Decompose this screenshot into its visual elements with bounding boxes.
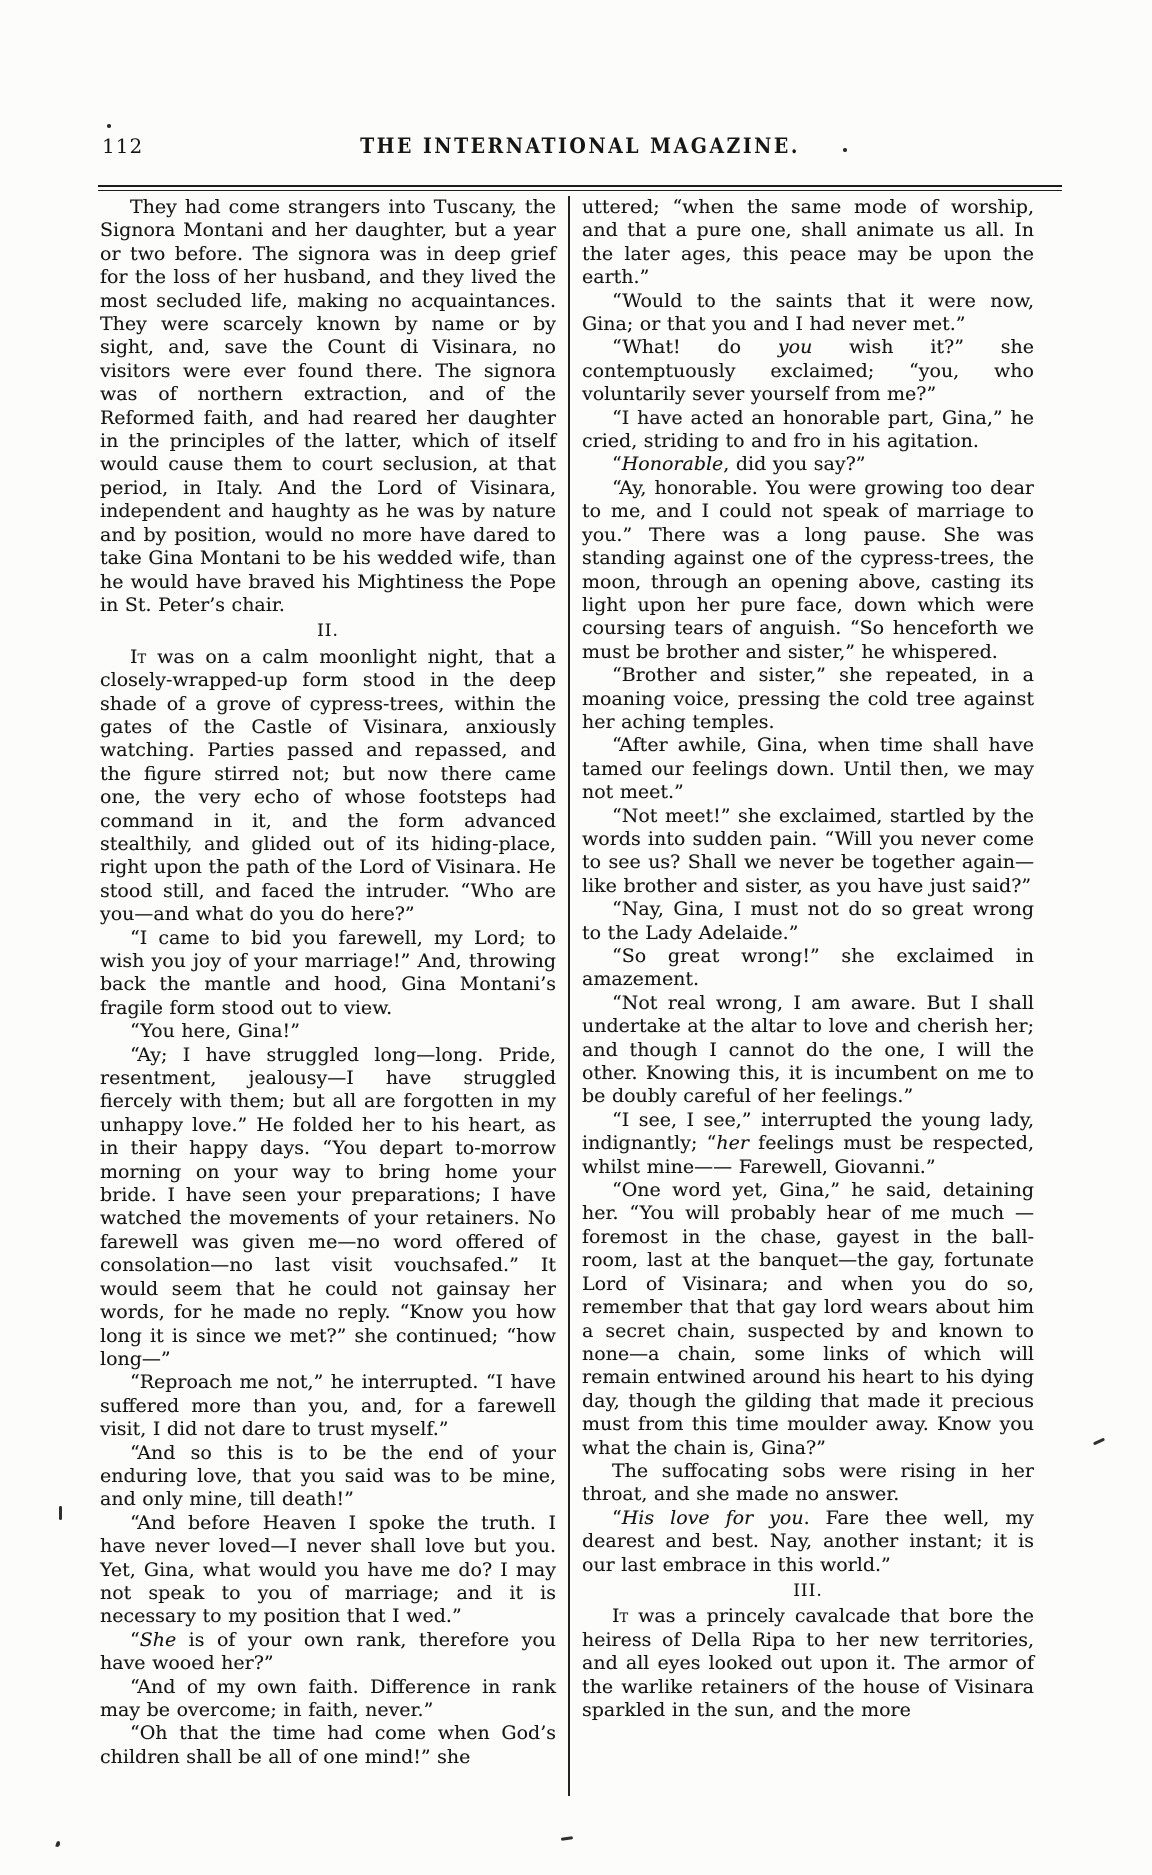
column-right bbox=[582, 196, 1034, 1810]
column-left bbox=[100, 196, 556, 1810]
paragraph: “I came to bid you farewell, my Lord; to wish you joy of your marriage!” And, throwing back the mantle and hood, Gina Montani’s fragile form stood out to view. bbox=[100, 926, 556, 1019]
page-title: THE INTERNATIONAL MAGAZINE. bbox=[360, 133, 800, 158]
paragraph: “Nay, Gina, I must not do so great wrong to the Lady Adelaide.” bbox=[582, 898, 1034, 944]
paragraph: “What! do you wish it?” she contemptuously exclaimed; “you, who voluntarily sever yourself from me?” bbox=[582, 336, 1034, 406]
paragraph: “Ay; I have struggled long—long. Pride, resentment, jealousy—I have struggled fiercely with them; but all are forgotten in my unhappy love.” He folded her to his heart, as in their happy days. “You depart to-morrow morning on your way to bring home your bride. I have seen your preparations; I have watched the movements of your retainers. No farewell was given me—no word offered of consolation—no last visit vouchsafed.” It would seem that he could not gainsay her words, for he made no reply. “Know you how long it is since we met?” she continued; “how long—” bbox=[100, 1043, 556, 1370]
paragraph: “After awhile, Gina, when time shall have tamed our feelings down. Until then, we may not meet.” bbox=[582, 734, 1034, 804]
paragraph: “One word yet, Gina,” he said, detaining her. “You will probably hear of me much —foremost in the chase, gayest in the ball-room, last at the banquet—the gay, fortunate Lord of Visinara; and when you do so, remember that that gay lord wears about him a secret chain, suspected by and known to none—a chain, some links of which will remain entwined around his heart to his dying day, though the gilding that made it precious must from this time moulder away. Know you what the chain is, Gina?” bbox=[582, 1179, 1034, 1459]
paragraph: “Not real wrong, I am aware. But I shall undertake at the altar to love and cherish her; and though I cannot do the one, I will the other. Knowing this, it is incumbent on me to be doubly careful of her feelings.” bbox=[582, 991, 1034, 1108]
text-columns bbox=[100, 196, 1034, 1810]
paragraph: It was on a calm moonlight night, that a closely-wrapped-up form stood in the deep shade of a grove of cypress-trees, within the gates of the Castle of Visinara, anxiously watching. Parties passed and repassed, and the figure stirred not; but now there came one, the very echo of whose footsteps had command in it, and the form advanced stealthily, and glided out of its hiding-place, right upon the path of the Lord of Visinara. He stood still, and faced the intruder. “Who are you—and what do you do here?” bbox=[100, 645, 556, 926]
paragraph: The suffocating sobs were rising in her throat, and she made no answer. bbox=[582, 1459, 1034, 1506]
paragraph: “Ay, honorable. You were growing too dear to me, and I could not speak of marriage to you.” There was a long pause. She was standing against one of the cypress-trees, the moon, through an opening above, casting its light upon her pure face, down which were coursing tears of anguish. “So henceforth we must be brother and sister,” he whispered. bbox=[582, 476, 1034, 663]
scan-artifact bbox=[55, 1841, 60, 1848]
paragraph: “Honorable, did you say?” bbox=[612, 453, 866, 476]
scan-artifact bbox=[1093, 1438, 1105, 1446]
paragraph: They had come strangers into Tuscany, the Signora Montani and her daughter, but a year or two before. The signora was in deep grief for the loss of her husband, and they lived the most secluded life, making no acquaintances. They were scarcely known by name or by sight, and, save the Count di Visinara, no visitors were ever found there. The signora was of northern extraction, and of the Reformed faith, and had reared her daughter in the principles of the latter, which of itself would cause them to court seclusion, at that period, in Italy. And the Lord of Visinara, independent and haughty as he was by nature and by position, would no more have dared to take Gina Montani to be his wedded wife, than he would have braved his Mightiness the Pope in St. Peter’s chair. bbox=[100, 196, 556, 616]
paragraph: “And so this is to be the end of your enduring love, that you said was to be mine, and only mine, till death!” bbox=[100, 1441, 556, 1511]
scan-artifact bbox=[561, 1836, 573, 1841]
paragraph: “So great wrong!” she exclaimed in amazement. bbox=[582, 945, 1034, 991]
paragraph: “Not meet!” she exclaimed, startled by the words into sudden pain. “Will you never come to see us? Shall we never be together again—like brother and sister, as you have just said?” bbox=[582, 804, 1034, 897]
paragraph: “Oh that the time had come when God’s children shall be all of one mind!” she bbox=[100, 1722, 556, 1768]
section-heading: II. bbox=[317, 621, 339, 642]
paragraph: “His love for you. Fare thee well, my dearest and best. Nay, another instant; it is our last embrace in this world.” bbox=[582, 1506, 1034, 1576]
section-heading: III. bbox=[793, 1580, 823, 1601]
paragraph: “I see, I see,” interrupted the young lady, indignantly; “her feelings must be respected, whilst mine—— Farewell, Giovanni.” bbox=[582, 1108, 1035, 1178]
page-number: 112 bbox=[102, 134, 144, 158]
paragraph: “And of my own faith. Difference in rank may be overcome; in faith, never.” bbox=[100, 1675, 556, 1721]
scan-speck bbox=[843, 148, 847, 152]
scan-speck bbox=[107, 124, 111, 128]
paragraph: “I have acted an honorable part, Gina,” he cried, striding to and fro in his agitation. bbox=[582, 406, 1034, 453]
scan-artifact bbox=[59, 1506, 62, 1520]
column-divider bbox=[568, 196, 570, 1796]
paragraph: “Brother and sister,” she repeated, in a moaning voice, pressing the cold tree against her aching temples. bbox=[582, 664, 1034, 733]
paragraph: “Reproach me not,” he interrupted. “I have suffered more than you, and, for a farewell visit, I did not dare to trust myself.” bbox=[100, 1371, 556, 1441]
paragraph: It was a princely cavalcade that bore the heiress of Della Ripa to her new territories, and all eyes looked out upon it. The armor of the warlike retainers of the house of Visinara sparkled in the sun, and the more bbox=[582, 1605, 1034, 1721]
paragraph: “She is of your own rank, therefore you have wooed her?” bbox=[100, 1628, 556, 1675]
paragraph: “And before Heaven I spoke the truth. I have never loved—I never shall love but you. Yet, Gina, what would you have me do? I may not speak to you of marriage; and it is necessary to my position that I wed.” bbox=[100, 1511, 556, 1628]
header-rule bbox=[98, 185, 1062, 191]
page-header bbox=[98, 128, 1062, 162]
paragraph: “Would to the saints that it were now, Gina; or that you and I had never met.” bbox=[582, 289, 1034, 336]
paragraph: “You here, Gina!” bbox=[130, 1020, 300, 1043]
paragraph: uttered; “when the same mode of worship, and that a pure one, shall animate us all. In the later ages, this peace may be upon the earth.” bbox=[582, 196, 1034, 289]
